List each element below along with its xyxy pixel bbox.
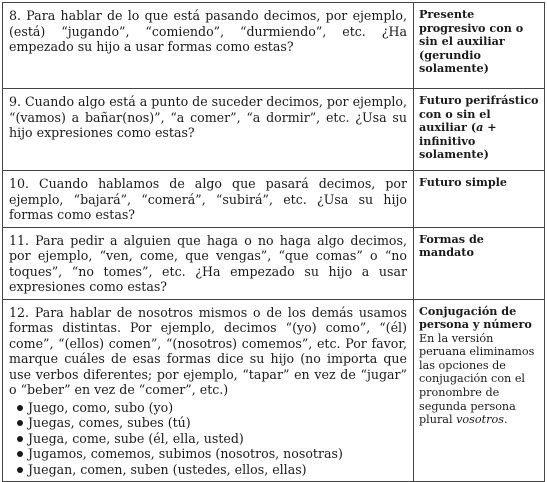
question-12 [3, 299, 414, 482]
category-label: Futuro perifrástico con o sin el auxiliar (a + infinitivo solamente) [419, 93, 539, 162]
question-10: 10. Cuando hablamos de algo que pasará decimos, por ejemplo, “bajará”, “comerá”, “subirá”, etc. ¿Usa su hijo formas como estas? [3, 171, 414, 228]
table-row [3, 227, 545, 299]
category-label: Futuro simple [419, 175, 508, 189]
list-item: Juegas, comes, subes (tú) [17, 415, 407, 431]
questionnaire-table [2, 2, 545, 482]
category-11 [414, 227, 545, 299]
category-8 [414, 3, 545, 89]
category-label: Conjugación de persona y número [419, 303, 532, 332]
question-9: 9. Cuando algo está a punto de suceder decimos, por ejemplo, “(vamos) a bañar(nos)”, “a comer”, “a dormir”, etc. ¿Usa su hijo expresiones como estas? [3, 89, 414, 171]
category-9 [414, 89, 545, 171]
category-12 [414, 299, 545, 482]
question-11: 11. Para pedir a alguien que haga o no haga algo decimos, por ejemplo, “ven, come, que vengas”, “que comas” o “no toques”, “no tomes”, etc. ¿Ha empezado su hijo a usar expresiones como estas? [3, 227, 414, 299]
list-item: Juego, como, subo (yo) [17, 400, 407, 416]
list-item: Juega, come, sube (él, ella, usted) [17, 431, 407, 447]
question-12-text: 12. Para hablar de nosotros mismos o de los demás usamos formas distintas. Por ejemplo, decimos “(yo) como”, “(él) come”, “(ellos) comen”, “(nosotros) comemos”, etc. Por favor, marque cuáles de esas formas dice su hijo (no importa que use verbos diferentes; por ejemplo, “tapar” en vez de “jugar” o “beber” en vez de “comer”, etc.) [9, 304, 407, 397]
table-row [3, 171, 545, 228]
list-item: Juegan, comen, suben (ustedes, ellos, ellas) [17, 462, 407, 478]
options-list [17, 400, 407, 478]
list-item: Jugamos, comemos, subimos (nosotros, nosotras) [17, 446, 407, 462]
table-row [3, 89, 545, 171]
category-10 [414, 171, 545, 228]
table-row [3, 299, 545, 482]
category-label: Presente progresivo con o sin el auxiliar (gerundio solamente) [419, 7, 524, 76]
table-row [3, 3, 545, 89]
question-8: 8. Para hablar de lo que está pasando decimos, por ejemplo, (está) “jugando”, “comiendo”, “durmiendo”, etc. ¿Ha empezado su hijo a usar formas como estas? [3, 3, 414, 89]
category-label: Formas de mandato [419, 231, 484, 260]
category-note: En la versión peruana eliminamos las opciones de conjugación con el pronombre de segunda persona plural vosotros. [419, 331, 535, 427]
